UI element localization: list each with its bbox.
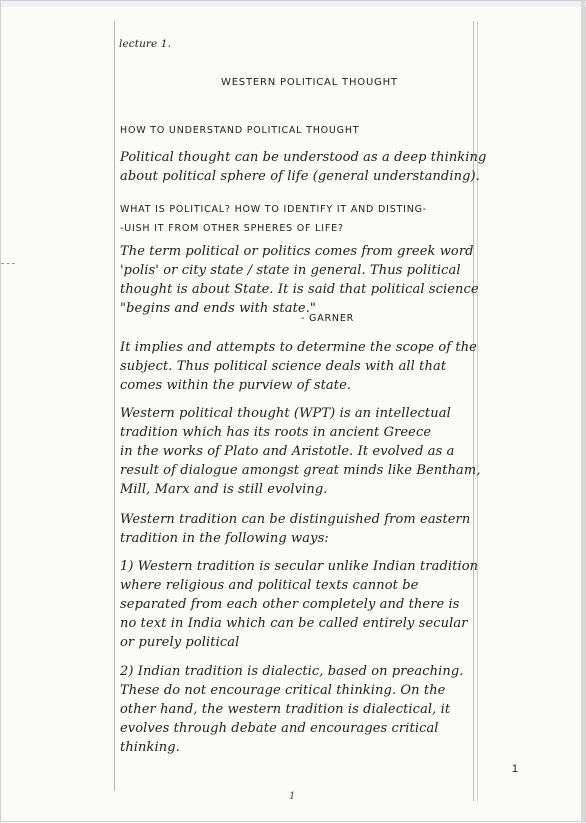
heading2-line1: WHAT IS POLITICAL? HOW TO IDENTIFY IT AND DISTING- bbox=[120, 204, 428, 215]
para3-line1: It implies and attempts to determine the scope of the bbox=[120, 340, 477, 355]
para7-line5: thinking. bbox=[120, 740, 180, 755]
para2-line3: thought is about State. It is said that political science bbox=[120, 282, 479, 297]
page-number: 1 bbox=[511, 763, 518, 775]
para7-line1: 2) Indian tradition is dialectic, based on preaching. bbox=[120, 664, 464, 679]
page-right-edge bbox=[581, 1, 585, 823]
left-margin-line bbox=[114, 21, 115, 791]
para1-line1: Political thought can be understood as a deep thinking bbox=[120, 150, 487, 165]
para3-line2: subject. Thus political science deals with all that bbox=[120, 359, 447, 374]
scan-mark bbox=[1, 263, 15, 265]
heading-understand: HOW TO UNDERSTAND POLITICAL THOUGHT bbox=[120, 125, 360, 136]
para5-line2: tradition in the following ways: bbox=[120, 531, 329, 546]
para6-line5: or purely political bbox=[120, 635, 240, 650]
para2-line1: The term political or politics comes from greek word bbox=[120, 244, 474, 259]
para4-line3: in the works of Plato and Aristotle. It evolved as a bbox=[120, 444, 455, 459]
para7-line4: evolves through debate and encourages critical bbox=[120, 721, 439, 736]
para1-line2: about political sphere of life (general understanding). bbox=[120, 169, 480, 184]
right-margin-line bbox=[473, 21, 474, 801]
para6-line3: separated from each other completely and there is bbox=[120, 597, 460, 612]
para4-line5: Mill, Marx and is still evolving. bbox=[120, 482, 328, 497]
para6-line1: 1) Western tradition is secular unlike Indian tradition bbox=[120, 559, 479, 574]
page-top-edge bbox=[1, 1, 586, 7]
foot-mark: 1 bbox=[289, 791, 296, 802]
para6-line4: no text in India which can be called entirely secular bbox=[120, 616, 468, 631]
para4-line4: result of dialogue amongst great minds like Bentham, bbox=[120, 463, 481, 478]
right-margin-line-inner bbox=[477, 21, 478, 801]
para4-line2: tradition which has its roots in ancient Greece bbox=[120, 425, 432, 440]
para2-line2: 'polis' or city state / state in general. Thus political bbox=[120, 263, 461, 278]
para2-line4: "begins and ends with state." bbox=[120, 301, 317, 316]
para4-line1: Western political thought (WPT) is an intellectual bbox=[120, 406, 451, 421]
para7-line3: other hand, the western tradition is dialectical, it bbox=[120, 702, 451, 717]
para3-line3: comes within the purview of state. bbox=[120, 378, 352, 393]
quote-author: - GARNER bbox=[301, 313, 355, 324]
para7-line2: These do not encourage critical thinking. On the bbox=[120, 683, 446, 698]
lecture-label: lecture 1. bbox=[119, 38, 172, 50]
heading2-line2: -UISH IT FROM OTHER SPHERES OF LIFE? bbox=[120, 223, 344, 234]
para5-line1: Western tradition can be distinguished from eastern bbox=[120, 512, 471, 527]
page-title: WESTERN POLITICAL THOUGHT bbox=[221, 77, 398, 88]
para6-line2: where religious and political texts cannot be bbox=[120, 578, 419, 593]
